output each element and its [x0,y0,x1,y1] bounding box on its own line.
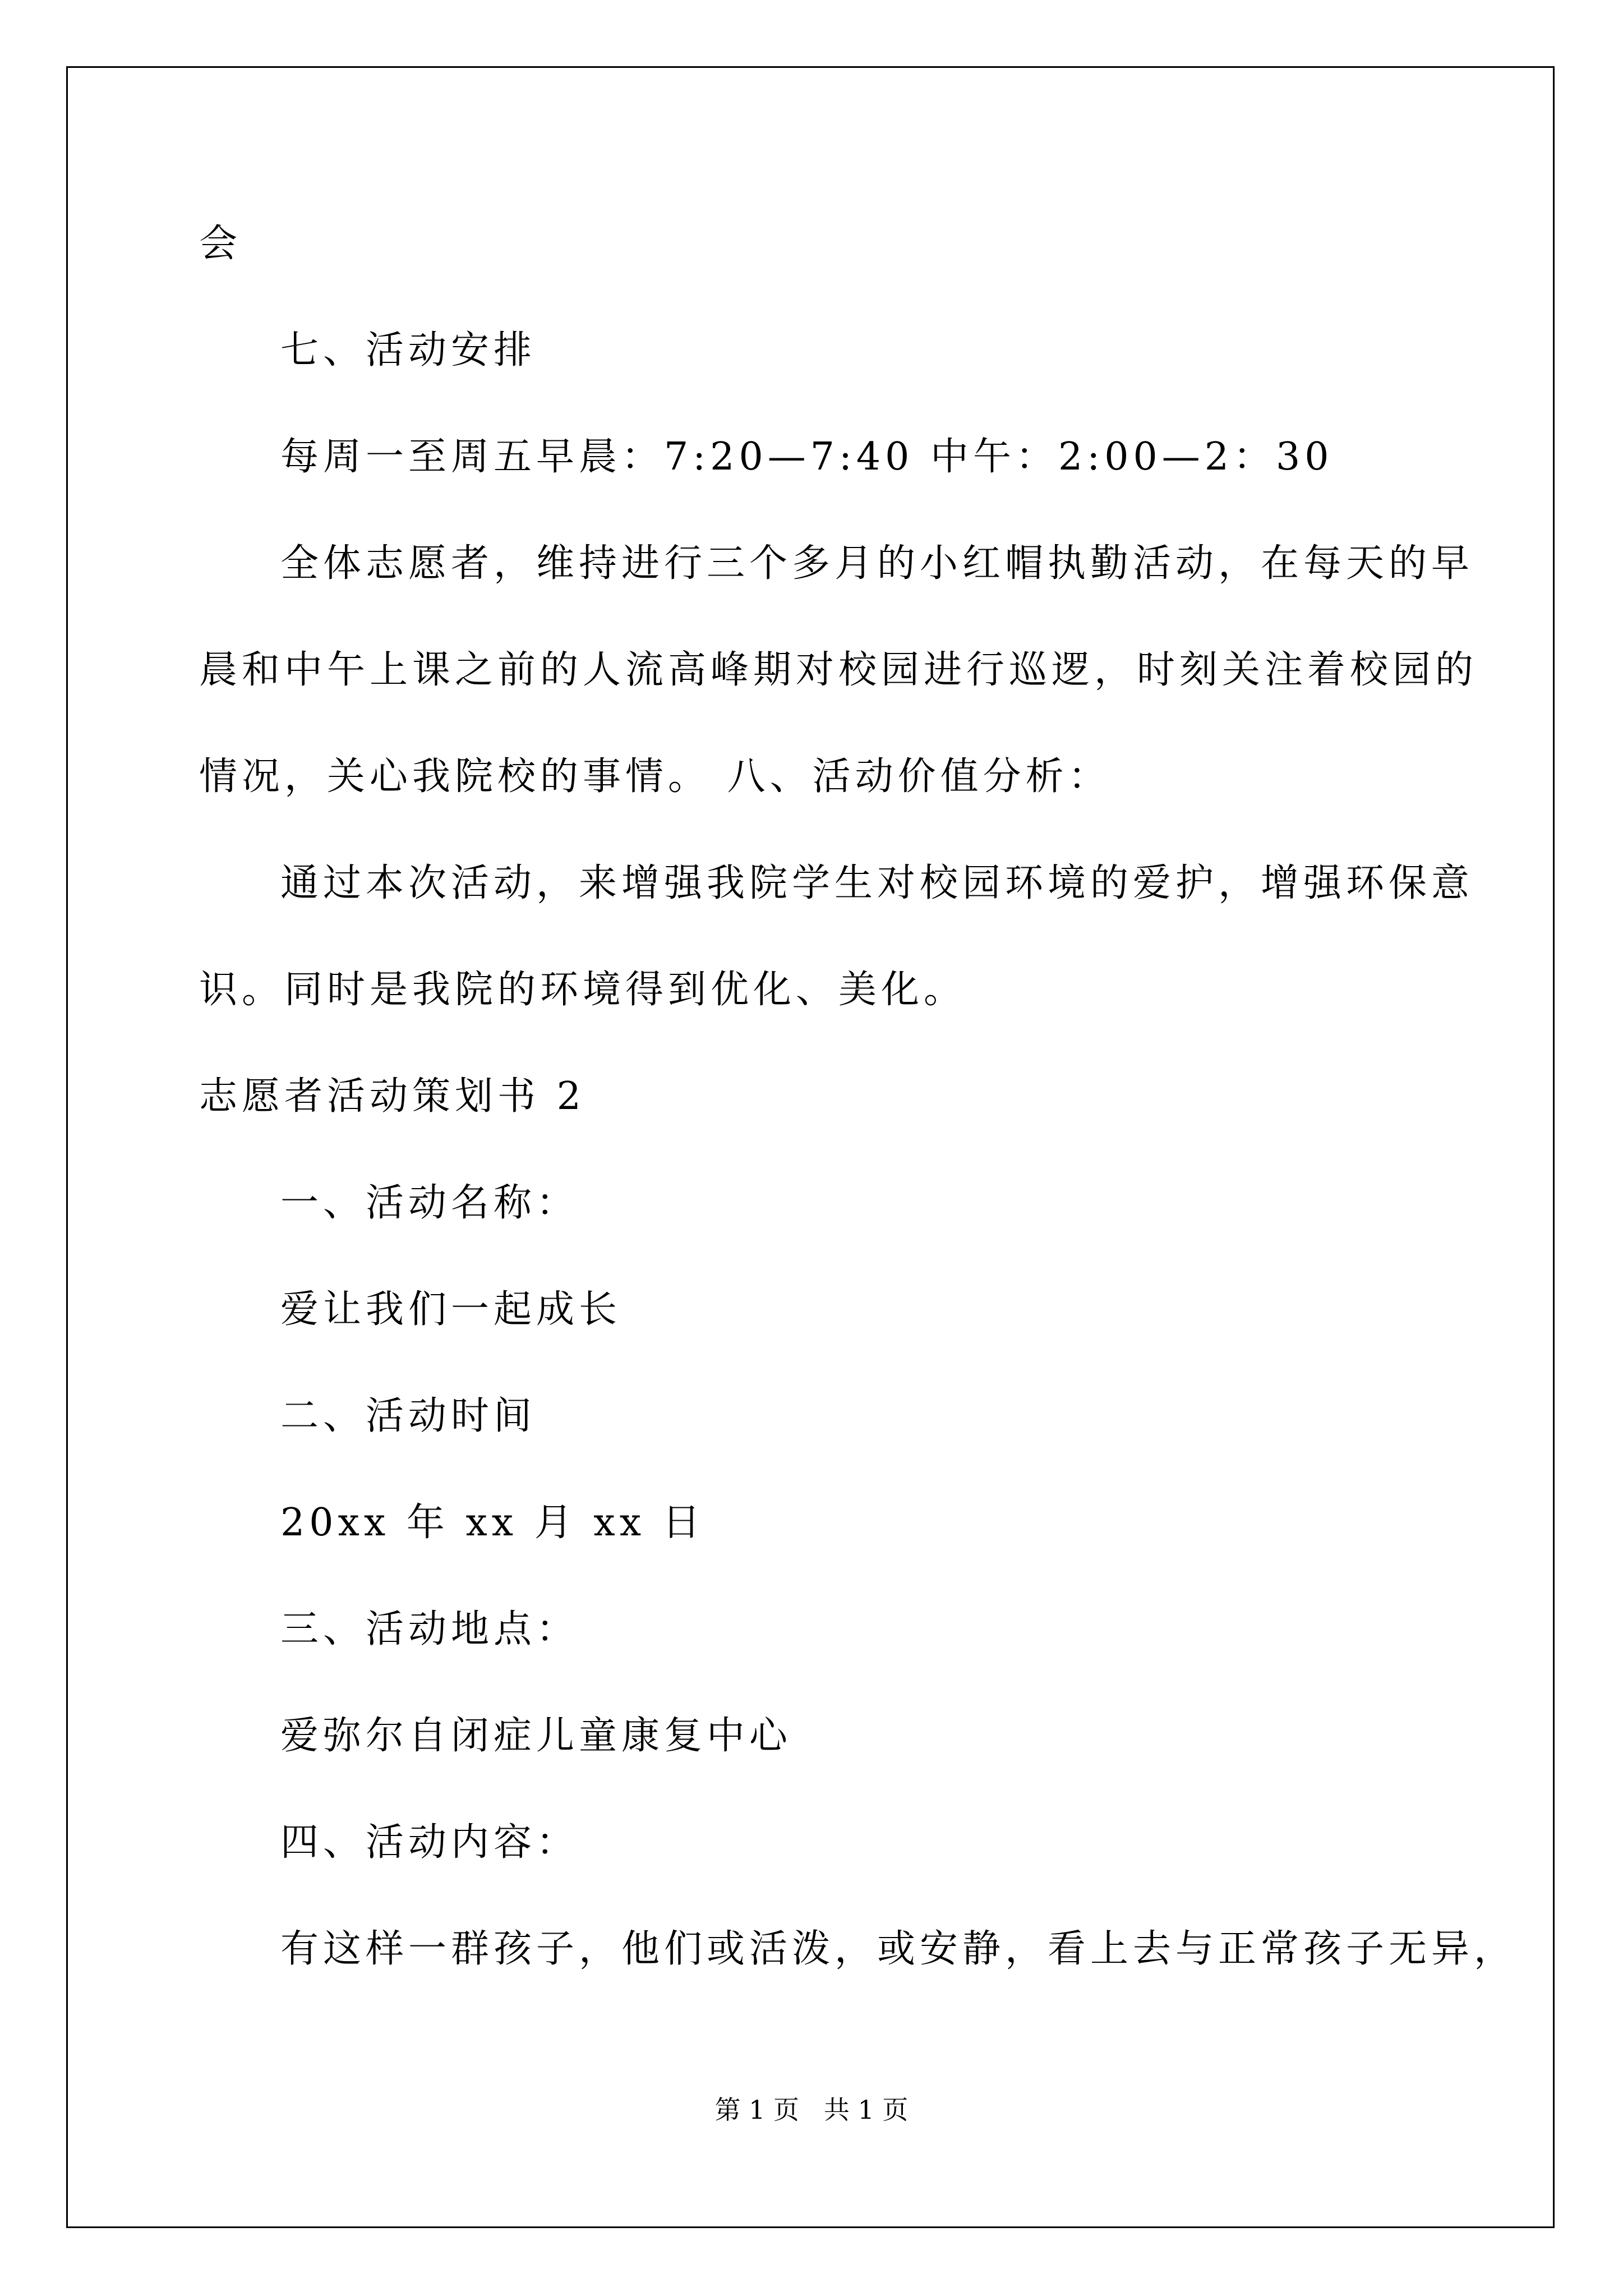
section-heading-activity-location: 三、活动地点： [280,1607,579,1651]
paragraph-line: 识。同时是我院的环境得到优化、美化。 [199,968,967,1012]
paragraph-line: 有这样一群孩子，他们或活泼，或安静，看上去与正常孩子无异， [280,1927,1517,1971]
section-heading-activity-name: 一、活动名称： [280,1181,579,1225]
paragraph-line: 晨和中午上课之前的人流高峰期对校园进行巡逻，时刻关注着校园的 [199,648,1478,692]
section-heading-activity-content: 四、活动内容： [280,1820,579,1865]
paragraph-line: 通过本次活动，来增强我院学生对校园环境的爱护，增强环保意 [280,861,1474,905]
paragraph-line: 情况，关心我院校的事情。 八、活动价值分析： [199,754,1111,799]
schedule-times: 每周一至周五早晨：7:20—7:40 中午：2:00—2：30 [280,435,1334,479]
section-heading-activity-schedule: 七、活动安排 [280,328,537,372]
section-heading-activity-time: 二、活动时间 [280,1394,537,1438]
activity-location-value: 爱弥尔自闭症儿童康复中心 [280,1714,792,1758]
document-title: 志愿者活动策划书 2 [199,1074,585,1119]
paragraph-line: 全体志愿者，维持进行三个多月的小红帽执勤活动，在每天的早 [280,541,1474,586]
page-footer: 第 1 页 共 1 页 [714,2095,909,2125]
activity-date-value: 20xx 年 xx 月 xx 日 [280,1501,705,1545]
activity-name-value: 爱让我们一起成长 [280,1287,622,1332]
page-border [66,66,1555,2228]
text-line-continuation: 会 [199,222,242,266]
